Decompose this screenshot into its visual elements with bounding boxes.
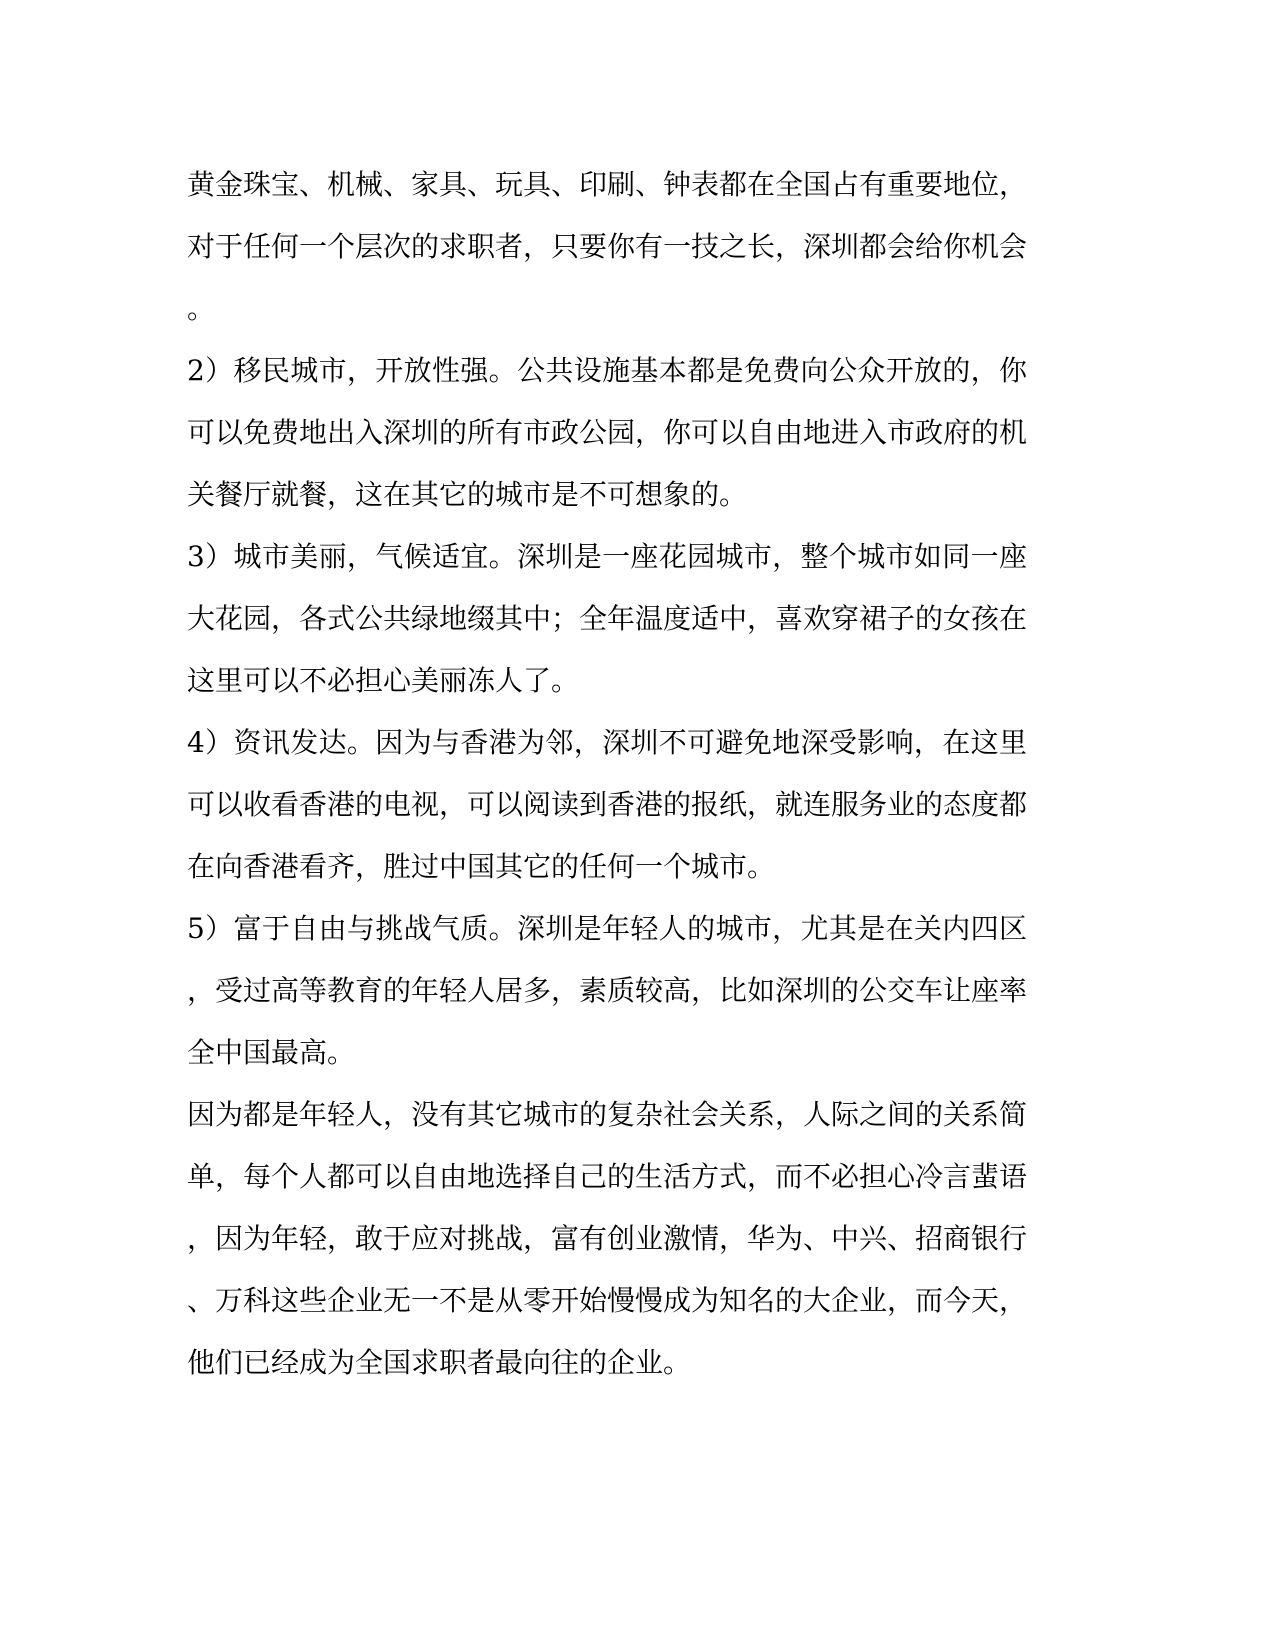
body-text: [187, 154, 1027, 1394]
text-line: 他们已经成为全国求职者最向往的企业。: [187, 1346, 692, 1379]
text-line: 黄金珠宝、机械、家具、玩具、印刷、钟表都在全国占有重要地位，: [187, 168, 1028, 201]
text-line: 3）城市美丽，气候适宜。深圳是一座花园城市，整个城市如同一座: [187, 540, 1027, 573]
text-line: 全中国最高。: [187, 1036, 356, 1069]
text-line: 对于任何一个层次的求职者，只要你有一技之长，深圳都会给你机会: [187, 230, 1028, 263]
text-line: 大花园，各式公共绿地缀其中；全年温度适中，喜欢穿裙子的女孩在: [187, 602, 1028, 635]
text-line: 5）富于自由与挑战气质。深圳是年轻人的城市，尤其是在关内四区: [187, 912, 1027, 945]
text-line: ，因为年轻，敢于应对挑战，富有创业激情，华为、中兴、招商银行: [187, 1222, 1028, 1255]
text-line: 这里可以不必担心美丽冻人了。: [187, 664, 580, 697]
text-line: 关餐厅就餐，这在其它的城市是不可想象的。: [187, 478, 748, 511]
text-line: 2）移民城市，开放性强。公共设施基本都是免费向公众开放的，你: [187, 354, 1027, 387]
text-line: 在向香港看齐，胜过中国其它的任何一个城市。: [187, 850, 776, 883]
text-line: 可以免费地出入深圳的所有市政公园，你可以自由地进入市政府的机: [187, 416, 1028, 449]
text-line: 。: [187, 292, 216, 325]
text-line: 、万科这些企业无一不是从零开始慢慢成为知名的大企业，而今天，: [187, 1284, 1028, 1317]
text-line: 因为都是年轻人，没有其它城市的复杂社会关系，人际之间的关系简: [187, 1098, 1028, 1131]
text-line: 4）资讯发达。因为与香港为邻，深圳不可避免地深受影响，在这里: [187, 726, 1027, 759]
text-line: 可以收看香港的电视，可以阅读到香港的报纸，就连服务业的态度都: [187, 788, 1028, 821]
text-line: ，受过高等教育的年轻人居多，素质较高，比如深圳的公交车让座率: [187, 974, 1028, 1007]
text-line: 单，每个人都可以自由地选择自己的生活方式，而不必担心冷言蜚语: [187, 1160, 1028, 1193]
